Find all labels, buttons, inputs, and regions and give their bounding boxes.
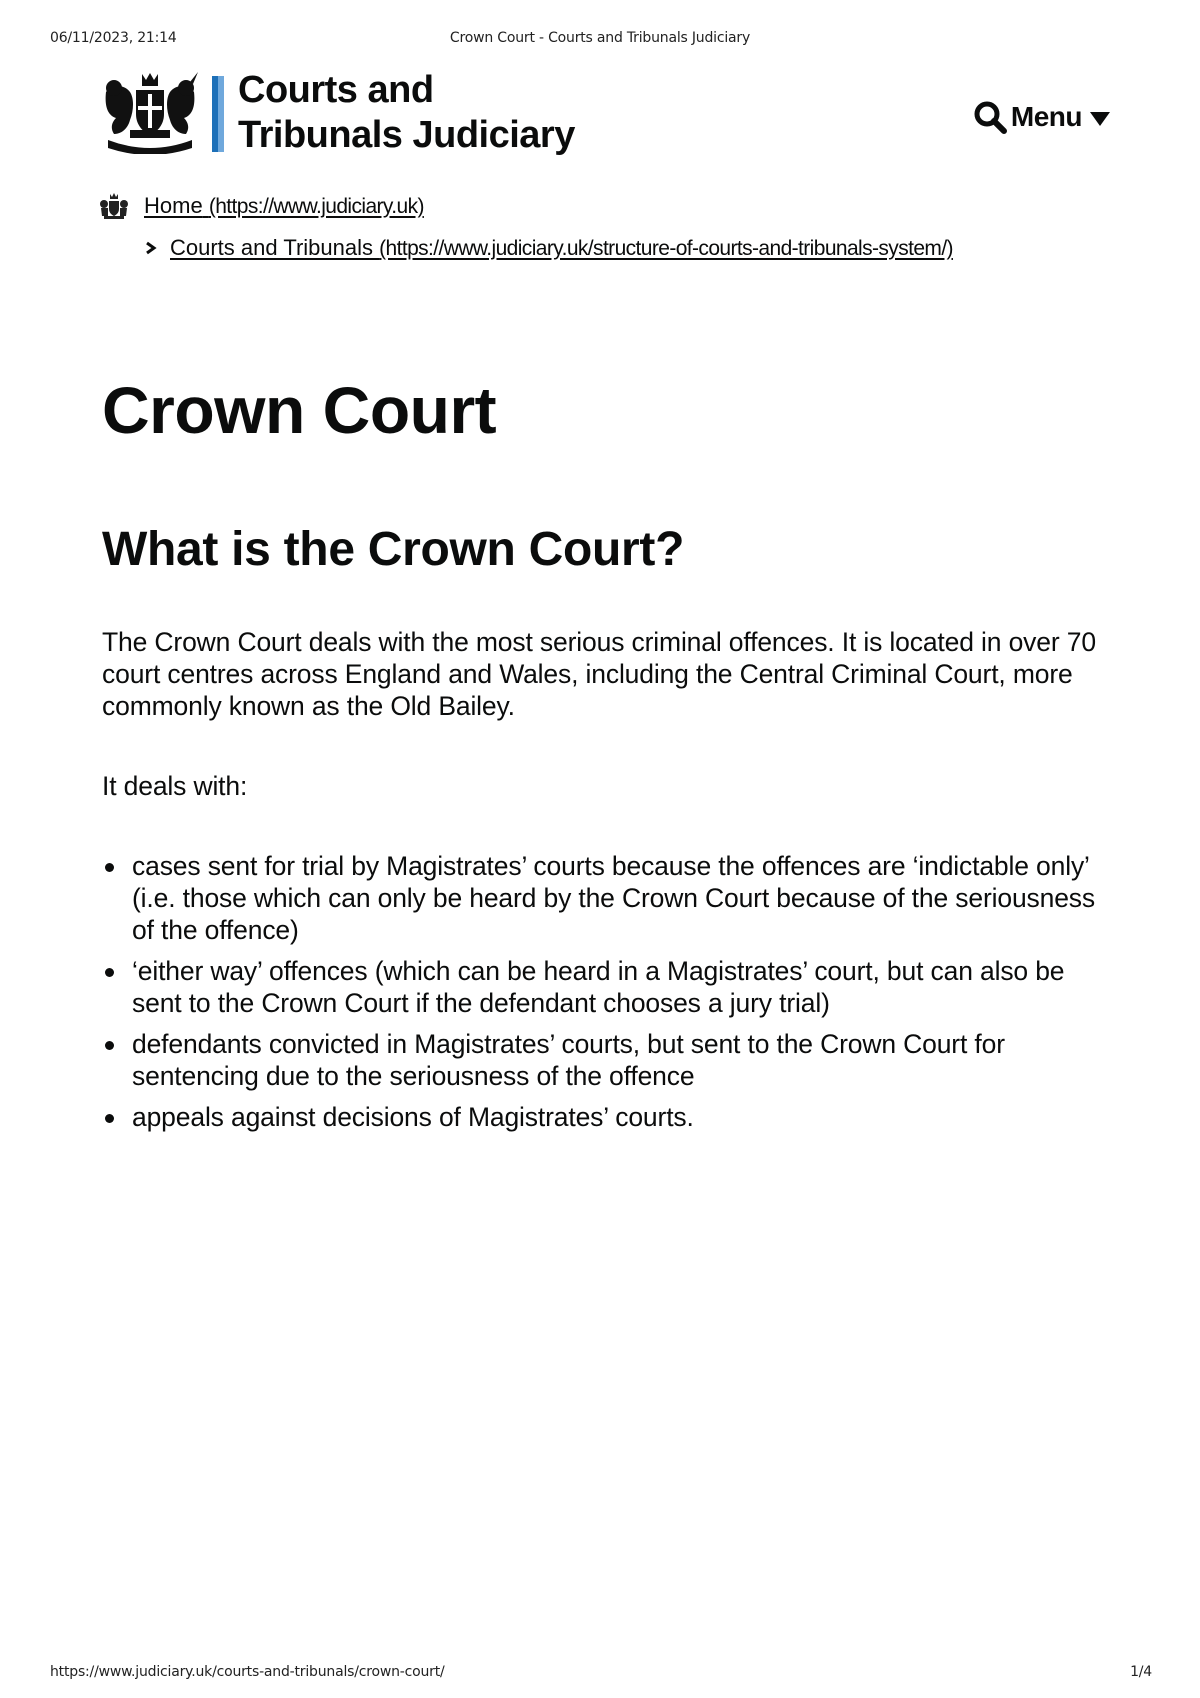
site-logo-text[interactable] xyxy=(238,68,575,158)
print-datetime: 06/11/2023, 21:14 xyxy=(50,30,177,46)
list-item: appeals against decisions of Magistrates’ courts. xyxy=(102,1101,1102,1133)
search-icon[interactable] xyxy=(973,100,1007,134)
logo-line-1: Courts and xyxy=(238,69,434,111)
royal-crest-icon[interactable] xyxy=(100,70,200,154)
print-footer-url: https://www.judiciary.uk/courts-and-tribunals/crown-court/ xyxy=(50,1664,445,1680)
breadcrumb xyxy=(100,192,953,262)
breadcrumb-home-label: Home xyxy=(144,193,203,218)
brand-accent-bar xyxy=(212,76,224,152)
intro-paragraph: The Crown Court deals with the most serious criminal offences. It is located in over 70 court centres across England and Wales, including the Central Criminal Court, more commonly known as the Old Bailey. xyxy=(102,627,1096,721)
list-item: cases sent for trial by Magistrates’ courts because the offences are ‘indictable only’ (i.e. those which can only be heard by the Crown Court because of the seriousness of the offence) xyxy=(102,850,1102,946)
deals-with-paragraph: It deals with: xyxy=(102,771,248,801)
site-header xyxy=(100,66,1110,166)
menu-button[interactable] xyxy=(973,100,1110,134)
breadcrumb-home-url: (https://www.judiciary.uk) xyxy=(208,195,424,218)
crest-home-icon[interactable] xyxy=(100,192,128,220)
breadcrumb-item-home xyxy=(100,192,953,220)
list-item: ‘either way’ offences (which can be heard in a Magistrates’ court, but can also be sent to the Crown Court if the defendant chooses a jury trial) xyxy=(102,955,1102,1019)
breadcrumb-courts-link[interactable] xyxy=(170,235,953,261)
breadcrumb-courts-label: Courts and Tribunals xyxy=(170,235,373,260)
section-heading: What is the Crown Court? xyxy=(102,523,685,576)
breadcrumb-home-link[interactable] xyxy=(144,193,424,219)
caret-down-icon xyxy=(1090,112,1110,126)
page-title: Crown Court xyxy=(102,373,497,447)
print-document-title: Crown Court - Courts and Tribunals Judiciary xyxy=(449,30,751,46)
logo-line-2: Tribunals Judiciary xyxy=(238,114,575,156)
print-page-number: 1/4 xyxy=(1130,1664,1152,1680)
breadcrumb-item-courts xyxy=(144,234,953,262)
list-item: defendants convicted in Magistrates’ courts, but sent to the Crown Court for sentencing due to the seriousness of the offence xyxy=(102,1028,1102,1092)
breadcrumb-courts-url: (https://www.judiciary.uk/structure-of-courts-and-tribunals-system/) xyxy=(379,237,953,260)
menu-label[interactable]: Menu xyxy=(1010,101,1082,132)
jurisdiction-list xyxy=(102,850,1102,1142)
chevron-right-icon xyxy=(144,241,158,255)
